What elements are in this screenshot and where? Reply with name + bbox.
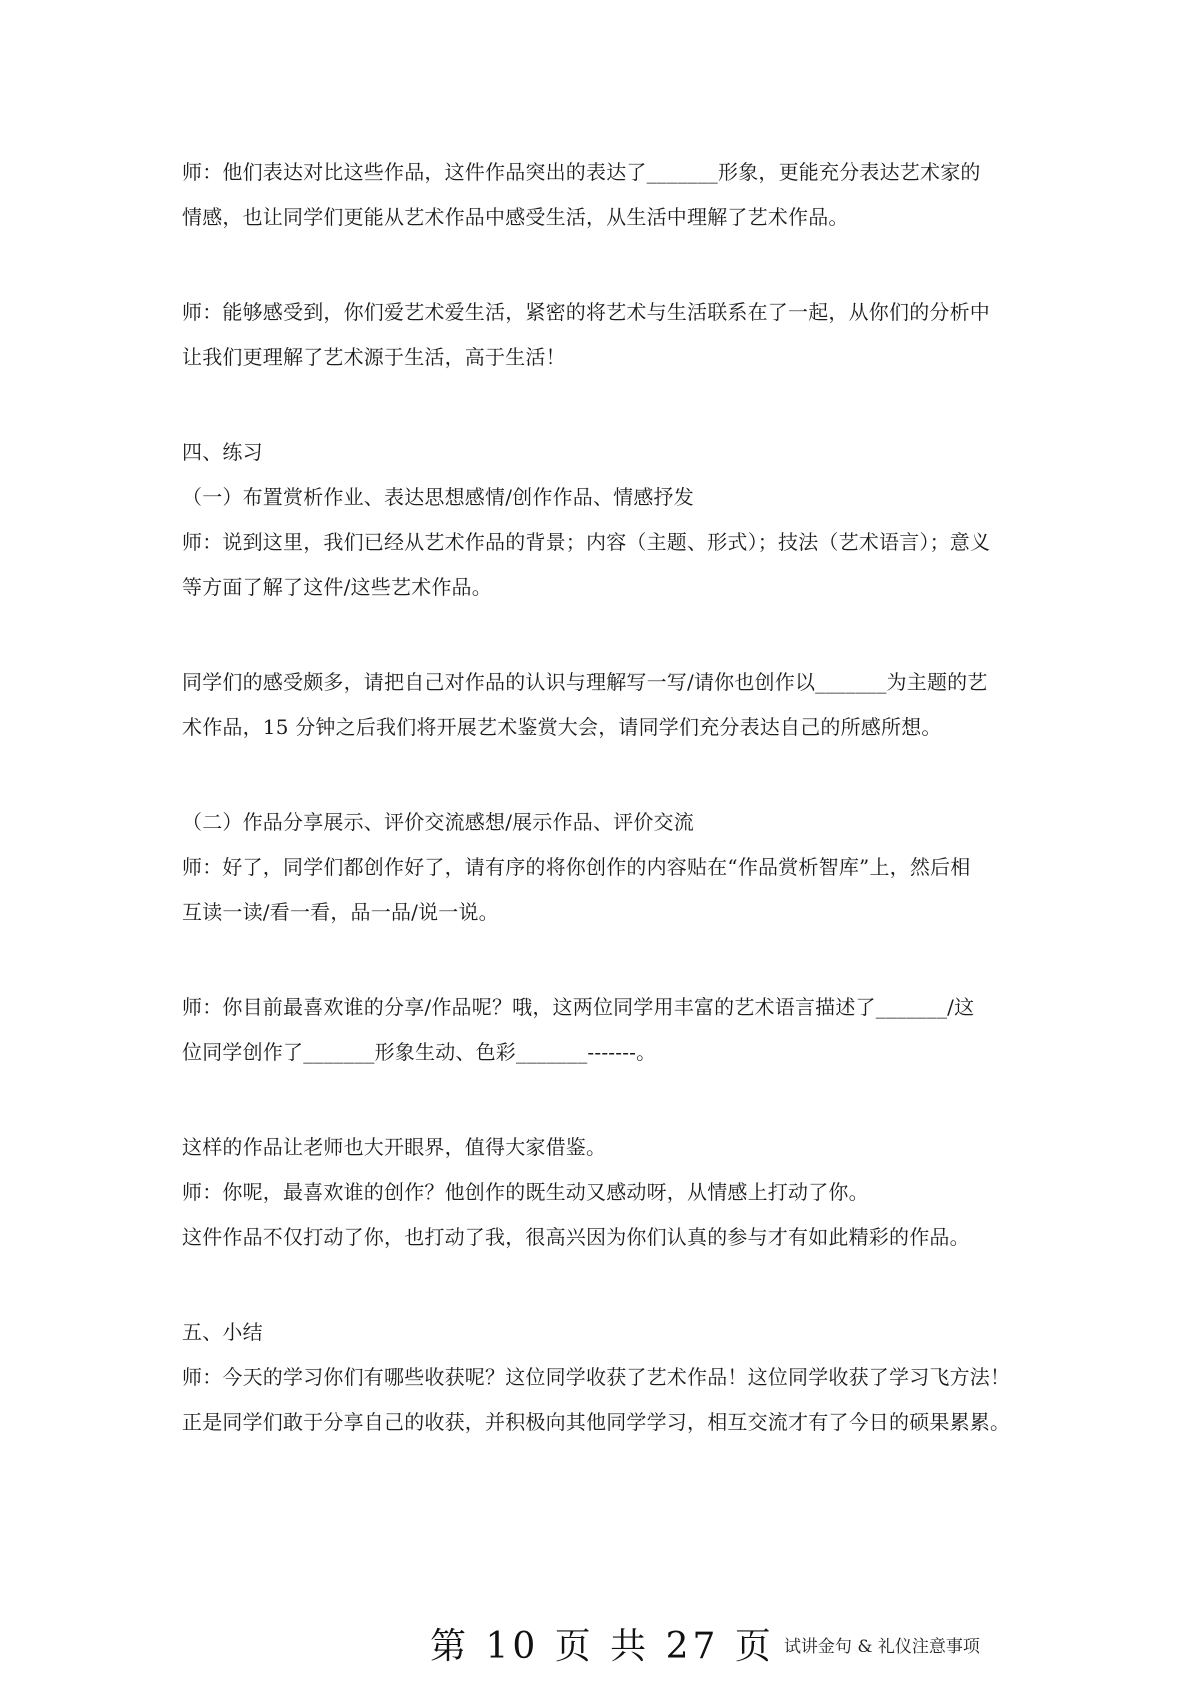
page-footer (430, 1618, 980, 1669)
section-practice (182, 430, 1017, 610)
section-heading: 五、小结 (182, 1320, 263, 1344)
text-line: 师：今天的学习你们有哪些收获呢？这位同学收获了艺术作品！这位同学收获了学习飞方法！ (182, 1365, 1011, 1389)
text-line: 正是同学们敢于分享自己的收获，并积极向其他同学学习，相互交流才有了今日的硕果累累。 (182, 1410, 1011, 1434)
paragraph-2 (182, 290, 1017, 380)
text-line: 让我们更理解了艺术源于生活，高于生活！ (182, 345, 566, 369)
paragraph-7 (182, 1125, 1017, 1260)
text-line: 这样的作品让老师也大开眼界，值得大家借鉴。 (182, 1135, 607, 1159)
text-line: 师：你呢，最喜欢谁的创作？他创作的既生动又感动呀，从情感上打动了你。 (182, 1180, 869, 1204)
text-line: 师：他们表达对比这些作品，这件作品突出的表达了_______形象，更能充分表达艺术家的 (182, 160, 981, 184)
text-line: 师：说到这里，我们已经从艺术作品的背景；内容（主题、形式）；技法（艺术语言）；意义 (182, 530, 991, 554)
document-body (182, 150, 1017, 1445)
text-line: 这件作品不仅打动了你，也打动了我，很高兴因为你们认真的参与才有如此精彩的作品。 (182, 1225, 970, 1249)
footer-note: 试讲金句 & 礼仪注意事项 (783, 1637, 980, 1657)
paragraph-6 (182, 985, 1017, 1075)
section-summary (182, 1310, 1017, 1445)
text-line: 师：好了，同学们都创作好了，请有序的将你创作的内容贴在“作品赏析智库”上，然后相 (182, 855, 971, 879)
section-heading: 四、练习 (182, 440, 263, 464)
text-line: 同学们的感受颇多，请把自己对作品的认识与理解写一写/请你也创作以_______为主题的艺 (182, 670, 988, 694)
subsection-heading: （一）布置赏析作业、表达思想感情/创作作品、情感抒发 (182, 485, 694, 509)
text-line: 术作品，15 分钟之后我们将开展艺术鉴赏大会，请同学们充分表达自己的所感所想。 (182, 715, 942, 739)
paragraph-5 (182, 800, 1017, 935)
text-line: 互读一读/看一看，品一品/说一说。 (182, 900, 499, 924)
text-line: 位同学创作了_______形象生动、色彩_______-------。 (182, 1040, 657, 1064)
text-line: 师：能够感受到，你们爱艺术爱生活，紧密的将艺术与生活联系在了一起，从你们的分析中 (182, 300, 990, 324)
paragraph-4 (182, 660, 1017, 750)
text-line: 师：你目前最喜欢谁的分享/作品呢？哦，这两位同学用丰富的艺术语言描述了_______/这 (182, 995, 975, 1019)
text-line: 情感，也让同学们更能从艺术作品中感受生活，从生活中理解了艺术作品。 (182, 205, 849, 229)
text-line: 等方面了解了这件/这些艺术作品。 (182, 575, 492, 599)
subsection-heading: （二）作品分享展示、评价交流感想/展示作品、评价交流 (182, 810, 694, 834)
page-number: 第 10 页 共 27 页 (430, 1626, 775, 1667)
paragraph-1 (182, 150, 1017, 240)
